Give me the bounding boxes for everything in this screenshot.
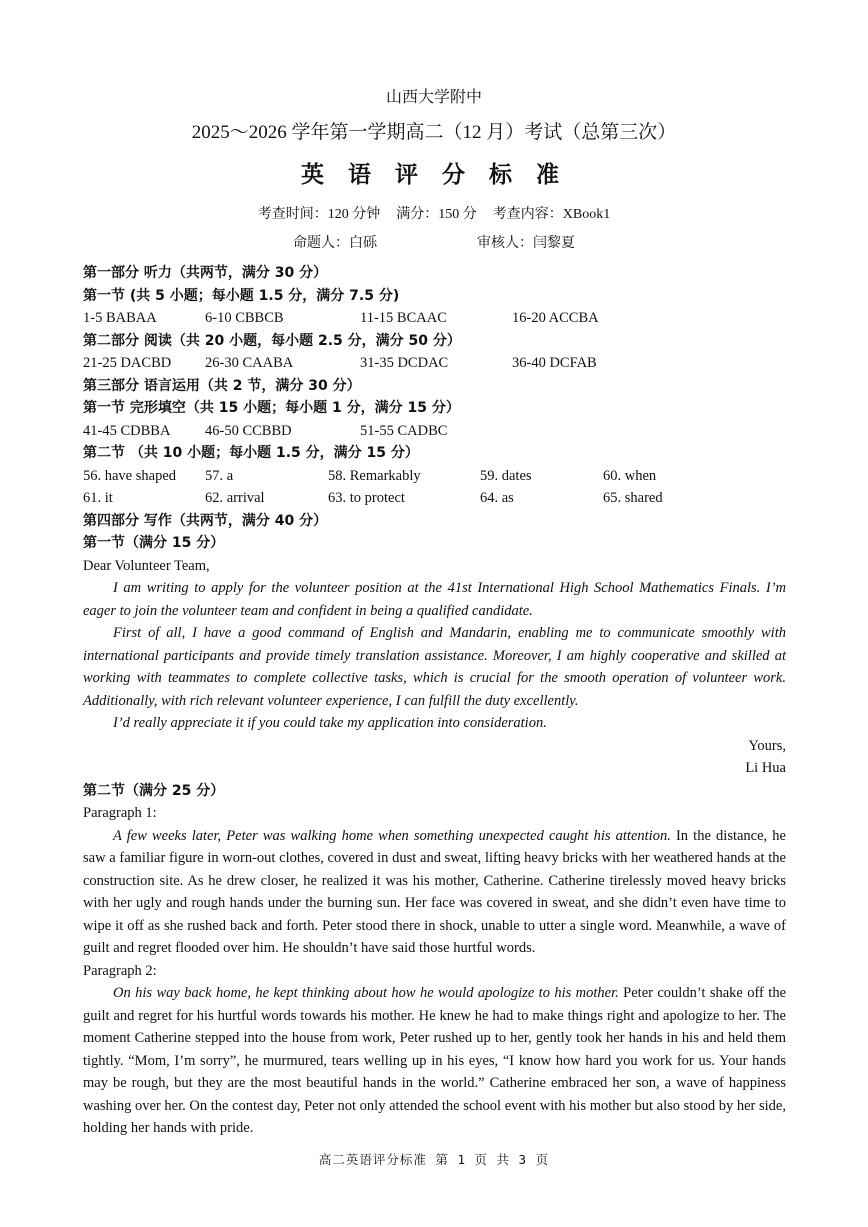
exam-time: 考查时间：120 分钟 bbox=[257, 207, 381, 222]
letter-closing: Yours, bbox=[748, 737, 786, 754]
paragraph-lead-sentence: A few weeks later, Peter was walking home when something unexpected caught his attention. bbox=[113, 827, 671, 844]
answer-group: 31-35 DCDAC bbox=[360, 355, 449, 371]
letter-paragraph: I’d really appreciate it if you could take my application into consideration. bbox=[113, 715, 547, 731]
exam-score: 满分：150 分 bbox=[396, 207, 477, 222]
answer-group: 11-15 BCAAC bbox=[360, 310, 447, 326]
page-footer: 高二英语评分标准 第 1 页 共 3 页 bbox=[318, 1152, 550, 1167]
part3-section1-heading: 第一节 完形填空（共 15 小题；每小题 1 分，满分 15 分） bbox=[83, 400, 460, 416]
exam-scope: 考查内容：XBook1 bbox=[492, 207, 611, 222]
fill-answer: 61. it bbox=[83, 490, 113, 506]
answer-group: 26-30 CAABA bbox=[205, 355, 294, 371]
paragraph1-label: Paragraph 1: bbox=[83, 805, 157, 821]
fill-answer: 58. Remarkably bbox=[328, 467, 421, 484]
exam-staff bbox=[0, 232, 868, 252]
page-title: 英 语 评 分 标 准 bbox=[300, 162, 568, 188]
answer-content bbox=[83, 262, 786, 1140]
fill-answer: 56. have shaped bbox=[83, 467, 177, 484]
paragraph-body: In the distance, he saw a familiar figure in worn-out clothes, covered in dust and sweat, lifting heavy bricks with her weathered hands at the construction site. As he drew closer, he realized it was his mother, Catherine. Catherine tirelessly moved heavy bricks with her ugly and rough hands under the burning sun. Her face was covered in sweat, and she didn’t even have time to wipe it off as she rushed back and forth. Peter stood there in shock, unable to utter a single word. Meanwhile, a wave of guilt and regret flooded over him. He shouldn’t have said those hurtful words. bbox=[83, 827, 786, 956]
fill-answer: 59. dates bbox=[480, 467, 532, 484]
exam-meta bbox=[0, 203, 868, 223]
part1-heading: 第一部分 听力（共两节，满分 30 分） bbox=[83, 265, 328, 281]
letter-paragraph: First of all, I have a good command of English and Mandarin, enabling me to communicate smoothly with international participants and provide timely translation assistance. Moreover, I am highly cooperative and skilled at working with teammates to complete collective tasks, which is crucial for the smooth operation of volunteer work. Additionally, with rich relevant volunteer experience, I can fulfill the duty excellently. bbox=[83, 625, 786, 709]
exam-author: 命题人：白砾 bbox=[293, 236, 377, 251]
part2-heading: 第二部分 阅读（共 20 小题，每小题 2.5 分，满分 50 分） bbox=[83, 332, 461, 349]
letter-paragraph: I am writing to apply for the volunteer position at the 41st International High School Mathematics Finals. I’m eager to join the volunteer team and confident in being a qualified candidate. bbox=[83, 580, 786, 619]
part4-section2-heading: 第二节（满分 25 分） bbox=[83, 782, 225, 799]
part1-section1-heading: 第一节 (共 5 小题；每小题 1.5 分，满分 7.5 分) bbox=[83, 287, 400, 304]
part2-answers bbox=[83, 352, 786, 375]
exam-title: 2025～2026 学年第一学期高二（12 月）考试（总第三次） bbox=[191, 122, 677, 143]
answer-group: 41-45 CDBBA bbox=[83, 422, 171, 439]
fill-answer: 62. arrival bbox=[205, 490, 265, 506]
part3-section2-heading: 第二节 （共 10 小题；每小题 1.5 分，满分 15 分） bbox=[83, 445, 419, 461]
part4-heading: 第四部分 写作（共两节，满分 40 分） bbox=[83, 512, 328, 529]
continuation-paragraph-2 bbox=[83, 982, 786, 1140]
part3-heading: 第三部分 语言运用（共 2 节，满分 30 分） bbox=[83, 377, 361, 394]
letter-greeting: Dear Volunteer Team, bbox=[83, 557, 210, 574]
answer-group: 21-25 DACBD bbox=[83, 355, 172, 371]
answer-group: 51-55 CADBC bbox=[360, 422, 448, 439]
answer-group: 16-20 ACCBA bbox=[512, 310, 599, 326]
answer-group: 1-5 BABAA bbox=[83, 310, 157, 326]
letter-signature: Li Hua bbox=[745, 760, 786, 776]
paragraph-lead-sentence: On his way back home, he kept thinking about how he would apologize to his mother. bbox=[113, 985, 619, 1001]
paragraph-body: Peter couldn’t shake off the guilt and regret for his hurtful words towards his mother. He knew he had to make things right and apologize to her. The moment Catherine stepped into the house from work, Peter rushed up to her, gently took her hands in his and held them tightly. “Mom, I’m sorry”, he murmured, tears welling up in his eyes, “I know how hard you work for us. Your hands may be rough, but they are the most beautiful hands in the world.” Catherine embraced her son, a wave of happiness washing over her. On the contest day, Peter not only attended the school event with his mother but also stood by her side, holding her hands with pride. bbox=[83, 985, 787, 1136]
part4-section1-heading: 第一节（满分 15 分） bbox=[83, 535, 225, 551]
school-name: 山西大学附中 bbox=[385, 89, 482, 106]
fill-answer: 64. as bbox=[480, 490, 514, 506]
fill-answer: 63. to protect bbox=[328, 490, 405, 506]
fill-answer: 65. shared bbox=[603, 490, 663, 506]
paragraph2-label: Paragraph 2: bbox=[83, 962, 157, 979]
fill-blank-row-2 bbox=[83, 487, 786, 510]
answer-group: 36-40 DCFAB bbox=[512, 355, 597, 371]
fill-blank-row-1 bbox=[83, 465, 786, 488]
fill-answer: 57. a bbox=[205, 467, 234, 484]
answer-group: 46-50 CCBBD bbox=[205, 422, 292, 439]
fill-answer: 60. when bbox=[603, 467, 657, 484]
answer-group: 6-10 CBBCB bbox=[205, 310, 284, 326]
continuation-paragraph-1 bbox=[83, 825, 786, 960]
exam-reviewer: 审核人：闫黎夏 bbox=[477, 236, 575, 251]
part3-answers bbox=[83, 420, 786, 443]
part1-answers bbox=[83, 307, 786, 330]
